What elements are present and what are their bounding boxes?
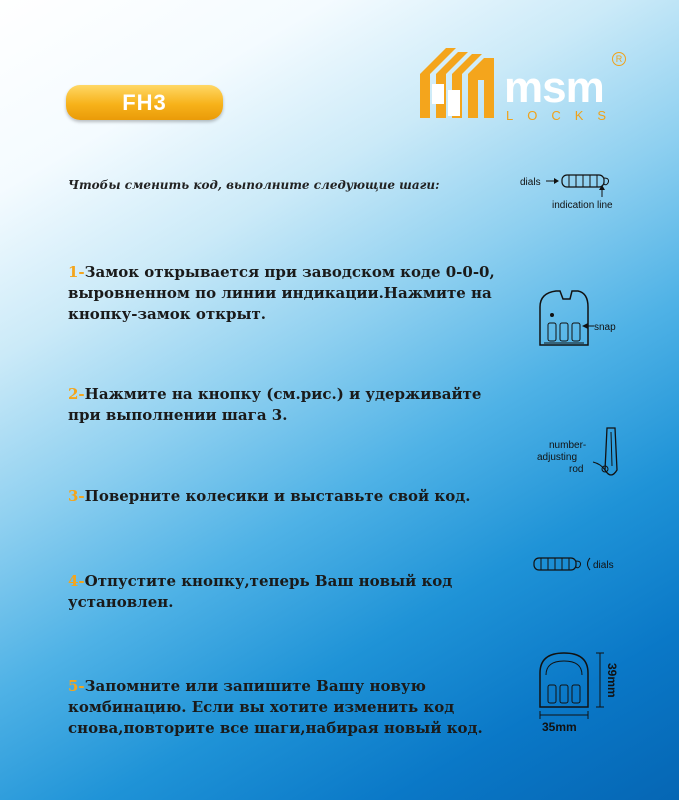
adjusting-rod-diagram [535, 422, 645, 494]
step-number: 1- [68, 263, 85, 281]
step-number: 4- [68, 572, 85, 590]
intro-text: Чтобы сменить код, выполните следующие шаги: [68, 178, 440, 192]
step-1 [68, 262, 498, 325]
step-number: 5- [68, 677, 85, 695]
brand-sub: LOCKS [506, 108, 621, 123]
dials-diagram [532, 553, 632, 575]
snap-label: snap [594, 322, 616, 333]
rod-label-line2: adjusting [537, 452, 578, 463]
width-label: 35mm [542, 720, 577, 734]
step-text: Запомните или запишите Вашу новую комбинацию. Если вы хотите изменить код снова,повторите все шаги,набирая новый код. [68, 677, 483, 737]
brand-logo [418, 44, 630, 122]
registered-mark: R [612, 52, 626, 66]
model-badge: FH3 [66, 85, 223, 120]
step-text: Отпустите кнопку,теперь Ваш новый код установлен. [68, 572, 453, 611]
dials-label-2: dials [593, 560, 614, 571]
step-3 [68, 486, 498, 507]
brand-name: msm [504, 63, 604, 112]
step-text: Поверните колесики и выставьте свой код. [84, 487, 471, 505]
dials-label: dials [520, 177, 541, 188]
height-label: 39mm [605, 663, 619, 698]
step-4 [68, 571, 498, 613]
dials-indication-diagram [518, 170, 648, 214]
rod-label-line1: number- [549, 440, 587, 451]
brand-logo-mark-icon [418, 44, 498, 122]
step-number: 3- [68, 487, 85, 505]
step-text: Нажмите на кнопку (см.рис.) и удерживайте при выполнении шага 3. [68, 385, 482, 424]
step-5 [68, 676, 508, 739]
step-2 [68, 384, 498, 426]
step-text: Замок открывается при заводском коде 0-0-0, выровненном по линии индикации.Нажмите на кнопку-замок открыт. [68, 263, 495, 323]
indication-line-label: indication line [552, 200, 613, 211]
step-number: 2- [68, 385, 85, 403]
rod-label-line3: rod [569, 464, 584, 475]
lock-dimensions-diagram [528, 645, 628, 737]
snap-lock-diagram [530, 285, 630, 353]
